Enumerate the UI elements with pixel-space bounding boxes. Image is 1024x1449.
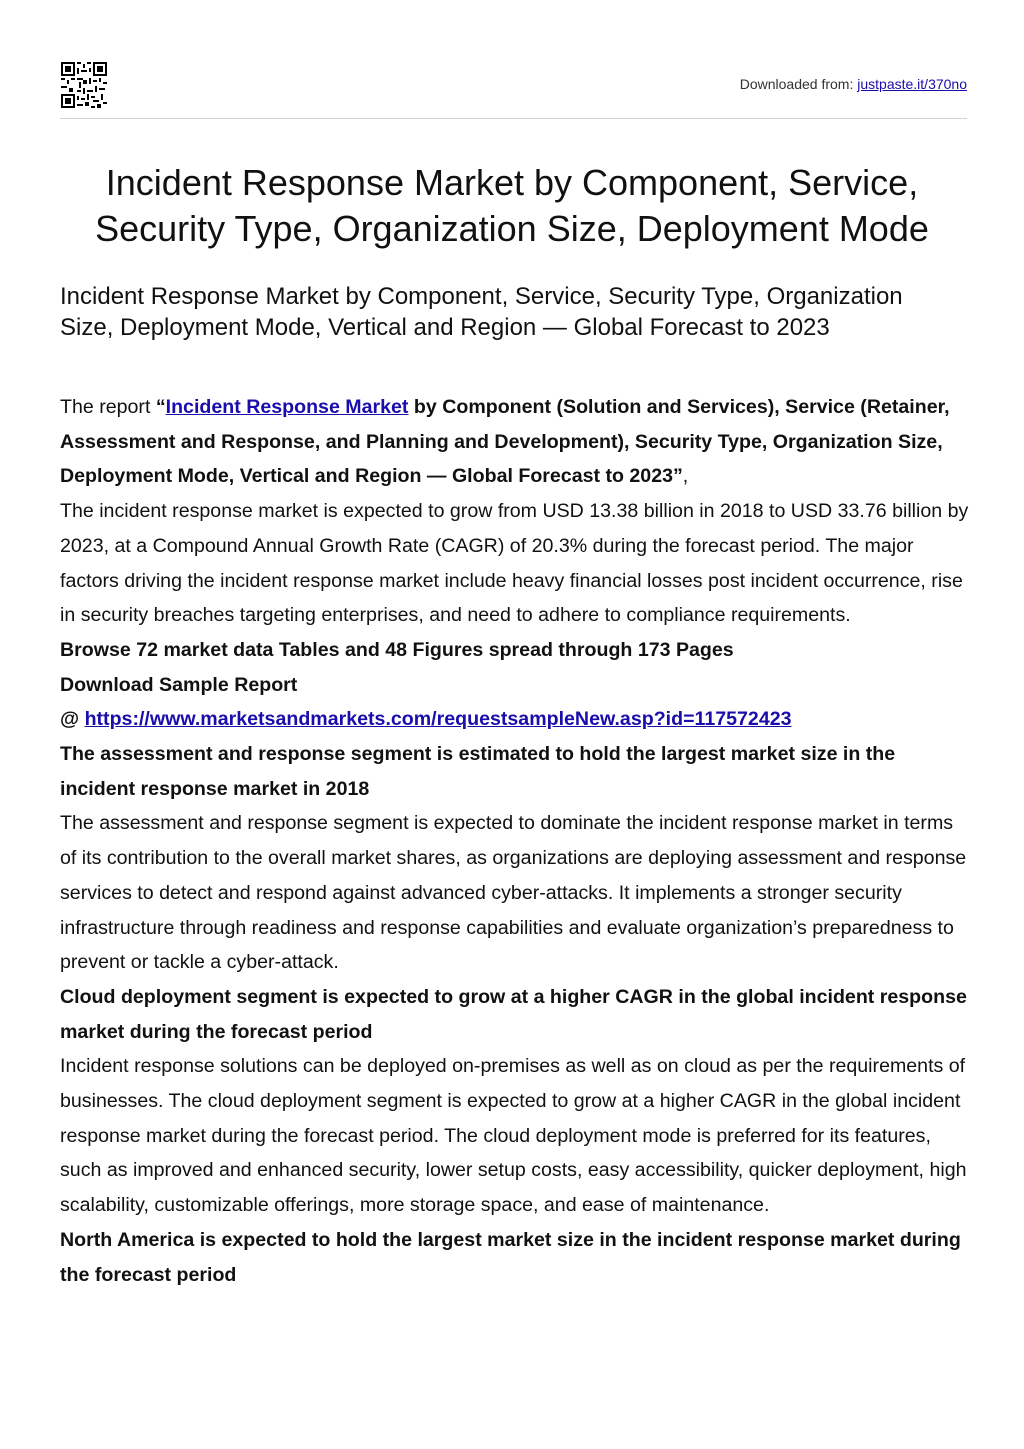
download-sample-line: [60, 702, 970, 737]
source-link[interactable]: justpaste.it/370no: [857, 76, 967, 92]
qr-code-icon: [60, 61, 108, 109]
downloaded-from: [740, 76, 967, 92]
report-title-rest: by Component (Solution and Services), Service (Retainer, Assessment and Response, and Planning and Development), Security Type, Organization Size, Deployment Mode, Vertical and Region — Global Forecast to 2023”: [60, 396, 950, 488]
sample-request-link[interactable]: https://www.marketsandmarkets.com/requestsampleNew.asp?id=117572423: [84, 708, 792, 731]
browse-note: [60, 633, 970, 668]
incident-response-market-link[interactable]: Incident Response Market: [165, 396, 409, 418]
browse-text: Browse 72 market data Tables and 48 Figures spread through 173 Pages: [60, 638, 734, 661]
section-heading: [60, 737, 970, 806]
downloaded-label: Downloaded from:: [739, 76, 858, 92]
page-title: Incident Response Market by Component, Service, Security Type, Organization Size, Deployment Mode: [95, 162, 929, 249]
open-quote: “: [155, 396, 166, 418]
intro-text: The incident response market is expected to grow from USD 13.38 billion in 2018 to USD 33.76 billion by 2023, at a Compound Annual Growth Rate (CAGR) of 20.3% during the forecast period. The major factors driving the incident response market include heavy financial losses post incident occurrence, rise in security breaches targeting enterprises, and need to adhere to compliance requirements.: [60, 500, 969, 627]
download-sample-label: [60, 668, 970, 703]
section-heading-text: North America is expected to hold the largest market size in the incident response market during the forecast period: [60, 1228, 961, 1286]
section-paragraph: Incident response solutions can be deployed on-premises as well as on cloud as per the requirements of businesses. The cloud deployment segment is expected to grow at a higher CAGR in the global incident response market during the forecast period. The cloud deployment mode is preferred for its features, such as improved and enhanced security, lower setup costs, easy accessibility, quicker deployment, high scalability, customizable offerings, more storage space, and ease of maintenance.: [60, 1055, 967, 1217]
intro-report-title: [60, 396, 950, 487]
page-subtitle: Incident Response Market by Component, Service, Security Type, Organization Size, Deployment Mode, Vertical and Region — Global Forecast to 2023: [60, 283, 903, 341]
section-heading: [60, 1223, 970, 1292]
download-label: Download Sample Report: [60, 673, 298, 696]
section-heading: [60, 980, 970, 1049]
section-heading-text: Cloud deployment segment is expected to grow at a higher CAGR in the global incident response market during the forecast period: [60, 985, 967, 1043]
section-heading-text: The assessment and response segment is estimated to hold the largest market size in the incident response market in 2018: [60, 743, 896, 800]
intro-comma: ,: [682, 465, 689, 488]
section-paragraph: The assessment and response segment is expected to dominate the incident response market in terms of its contribution to the overall market shares, as organizations are deploying assessment and response services to detect and respond against advanced cyber-attacks. It implements a stronger security infrastructure through readiness and response capabilities and evaluate organization’s preparedness to prevent or tackle a cyber-attack.: [60, 812, 967, 974]
intro-prefix: The report: [60, 396, 156, 418]
article-body: [60, 390, 970, 1292]
page-header: [60, 60, 967, 119]
intro-paragraph: [60, 390, 970, 633]
at-sign: @: [60, 708, 85, 731]
